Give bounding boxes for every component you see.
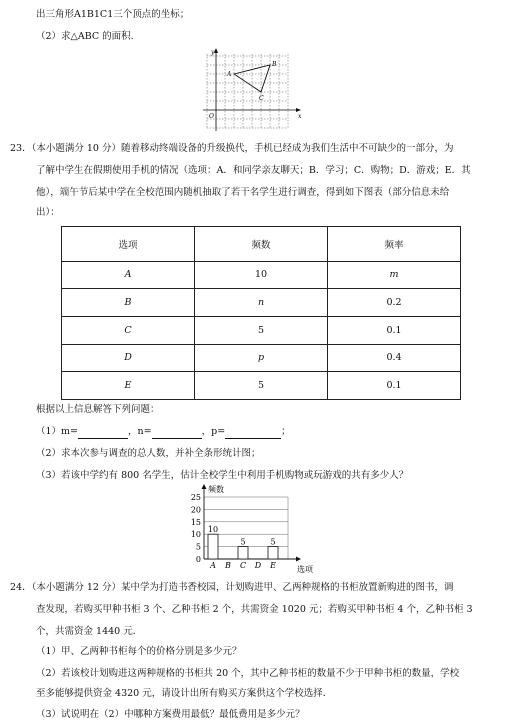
- cell-count: p: [195, 344, 328, 372]
- table-header-row: [62, 227, 461, 262]
- cell-option: E: [62, 372, 195, 400]
- q23-sub1: [36, 425, 291, 439]
- y-tick-label: 0: [195, 555, 201, 564]
- cell-option: B: [62, 289, 195, 317]
- bar: [208, 534, 218, 559]
- q24-sub1: （1）甲、乙两种书柜每个的价格分别是多少元？: [36, 646, 242, 657]
- y-tick-label: 5: [195, 542, 201, 552]
- cell-count: 10: [195, 261, 328, 289]
- point-b-label: B: [272, 61, 277, 68]
- y-tick-label: 10: [190, 530, 201, 540]
- q23-prompt: 根据以上信息解答下列问题：: [36, 404, 160, 415]
- bar-chart: [170, 483, 320, 578]
- header-frequency-rate: 频率: [328, 227, 461, 262]
- q23-sub2: （2）求本次参与调查的总人数，并补全条形统计图；: [36, 448, 261, 459]
- table-row: [62, 261, 461, 289]
- q24-line1: 24．（本小题满分 12 分）某中学为打造书香校园，计划购进甲、乙两种规格的书柜放置新购进的图书，调: [10, 582, 454, 593]
- cell-count: 5: [195, 316, 328, 344]
- x-tick-label: E: [270, 561, 276, 570]
- sub1-p-label: ，p=: [201, 426, 226, 437]
- q23-line3: 他），端午节后某中学在全校范围内随机抽取了若干名学生进行调查，得到如下图表（部分信息未给: [36, 187, 450, 198]
- x-tick-label: B: [225, 561, 231, 570]
- x-tick-label: A: [210, 561, 216, 570]
- y-tick-label: 15: [190, 517, 201, 527]
- header-frequency-count: 频数: [195, 227, 328, 262]
- y-axis-arrow: [202, 484, 207, 489]
- cell-option: A: [62, 261, 195, 289]
- table-row: [62, 316, 461, 344]
- q23-line4: 出）：: [36, 207, 60, 218]
- sub1-n-label: ，n=: [128, 426, 152, 437]
- cell-rate: 0.4: [328, 344, 461, 372]
- q24-sub3: （3）试说明在（2）中哪种方案费用最低？最低费用是多少元？: [36, 709, 305, 720]
- prev-question-part2: （2）求△ABC 的面积.: [36, 31, 134, 42]
- cell-option: D: [62, 344, 195, 372]
- q23-line1: 23．（本小题满分 10 分）随着移动终端设备的升级换代，手机已经成为我们生活中不可缺少的一部分，为: [10, 143, 454, 154]
- bar-value-label: 5: [240, 537, 246, 547]
- x-axis-title: 选项: [297, 565, 313, 574]
- cell-count: n: [195, 289, 328, 317]
- answer-blank-p: [225, 428, 281, 439]
- answer-blank-m: [78, 428, 128, 439]
- cell-count: 5: [195, 372, 328, 400]
- answer-blank-n: [152, 428, 202, 439]
- cell-rate: m: [328, 261, 461, 289]
- cell-rate: 0.1: [328, 316, 461, 344]
- y-tick-label: 20: [190, 505, 201, 515]
- sub1-m-label: （1）m=: [36, 426, 79, 437]
- table-row: [62, 289, 461, 317]
- cell-rate: 0.2: [328, 289, 461, 317]
- table-row: [62, 372, 461, 400]
- cell-option: C: [62, 316, 195, 344]
- q24-line3: 个，共需资金 1440 元．: [36, 626, 143, 637]
- origin-label: O: [209, 113, 214, 120]
- bar-value-label: 10: [207, 525, 219, 535]
- point-c-label: C: [259, 95, 264, 102]
- bar: [268, 547, 278, 559]
- x-tick-label: D: [254, 561, 262, 570]
- cell-rate: 0.1: [328, 372, 461, 400]
- x-axis-label: x: [298, 113, 302, 120]
- coordinate-grid-figure: [195, 48, 305, 136]
- bar: [238, 547, 248, 559]
- q23-line2: 了解中学生在假期使用手机的情况（选项：A．和同学亲友聊天；B．学习；C．购物；D．游戏；E．其: [36, 165, 471, 176]
- bar-value-label: 5: [270, 537, 276, 547]
- point-a-label: A: [227, 71, 232, 78]
- x-tick-label: C: [239, 561, 247, 570]
- q24-sub2-line1: （2）若该校计划购进这两种规格的书柜共 20 个，其中乙种书柜的数量不少于甲种书柜的数量，学校: [36, 668, 460, 679]
- prev-question-line: 出三角形A1B1C1三个顶点的坐标；: [36, 9, 190, 20]
- y-tick-label: 25: [190, 493, 201, 502]
- q24-sub2-line2: 至多能够提供资金 4320 元，请设计出所有购买方案供这个学校选择．: [36, 688, 333, 699]
- q23-sub3: （3）若该中学约有 800 名学生，估计全校学生中利用手机购物或玩游戏的共有多少人？: [36, 470, 409, 481]
- y-axis-title: 频数: [208, 485, 224, 494]
- y-axis-label: y: [211, 49, 215, 56]
- sub1-end: ；: [281, 426, 291, 437]
- header-option: 选项: [62, 227, 195, 262]
- q24-line2: 查发现，若购买甲种书柜 3 个、乙种书柜 2 个，共需资金 1020 元；若购买甲种书柜 4 个，乙种书柜 3: [36, 604, 473, 615]
- frequency-table: [61, 226, 461, 400]
- table-row: [62, 344, 461, 372]
- x-axis-arrow: [296, 557, 301, 562]
